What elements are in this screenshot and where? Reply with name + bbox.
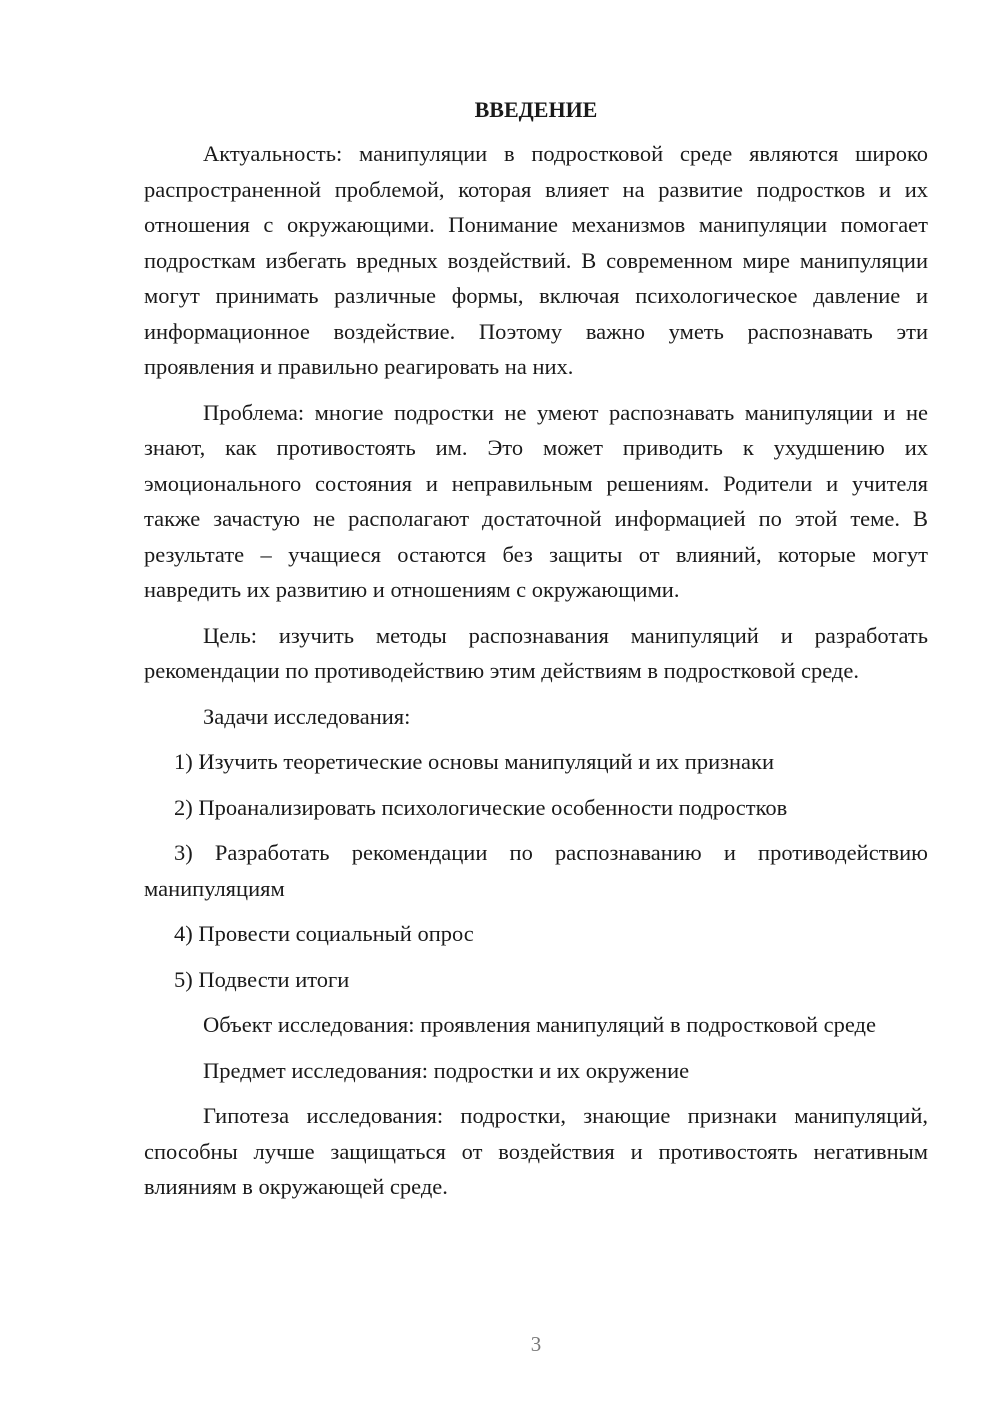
- document-page: [144, 92, 928, 1215]
- tasks-heading: Задачи исследования:: [203, 703, 411, 729]
- task-item-5: 5) Подвести итоги: [174, 966, 350, 992]
- section-title: ВВЕДЕНИЕ: [474, 97, 598, 122]
- task-item-1: 1) Изучить теоретические основы манипуляций и их признаки: [174, 749, 775, 774]
- hypothesis-paragraph: Гипотеза исследования: подростки, знающие признаки манипуляций, способны лучше защищаться от воздействия и противостоять негативным влияниям в окружающей среде.: [144, 1103, 928, 1199]
- page-number: 3: [530, 1332, 542, 1356]
- task-item-2: 2) Проанализировать психологические особенности подростков: [174, 794, 788, 820]
- relevance-paragraph: Актуальность: манипуляции в подростковой среде являются широко распространенной проблемой, которая влияет на развитие подростков и их отношения с окружающими. Понимание механизмов манипуляции помогает подросткам избегать вредных воздействий. В современном мире манипуляции могут принимать различные формы, включая психологическое давление и информационное воздействие. Поэтому важно уметь распознавать эти проявления и правильно реагировать на них.: [144, 141, 928, 379]
- object-paragraph: Объект исследования: проявления манипуляций в подростковой среде: [203, 1012, 876, 1037]
- goal-paragraph: Цель: изучить методы распознавания манипуляций и разработать рекомендации по противодействию этим действиям в подростковой среде.: [144, 622, 928, 683]
- problem-paragraph: Проблема: многие подростки не умеют распознавать манипуляции и не знают, как противостоять им. Это может приводить к ухудшению их эмоционального состояния и неправильным решениям. Родители и учителя также зачастую не располагают достаточной информацией по этой теме. В результате – учащиеся остаются без защиты от влияний, которые могут навредить их развитию и отношениям с окружающими.: [144, 399, 928, 602]
- task-item-4: 4) Провести социальный опрос: [174, 921, 474, 946]
- task-item-3: 3) Разработать рекомендации по распознаванию и противодействию манипуляциям: [144, 840, 928, 901]
- subject-paragraph: Предмет исследования: подростки и их окружение: [203, 1057, 690, 1083]
